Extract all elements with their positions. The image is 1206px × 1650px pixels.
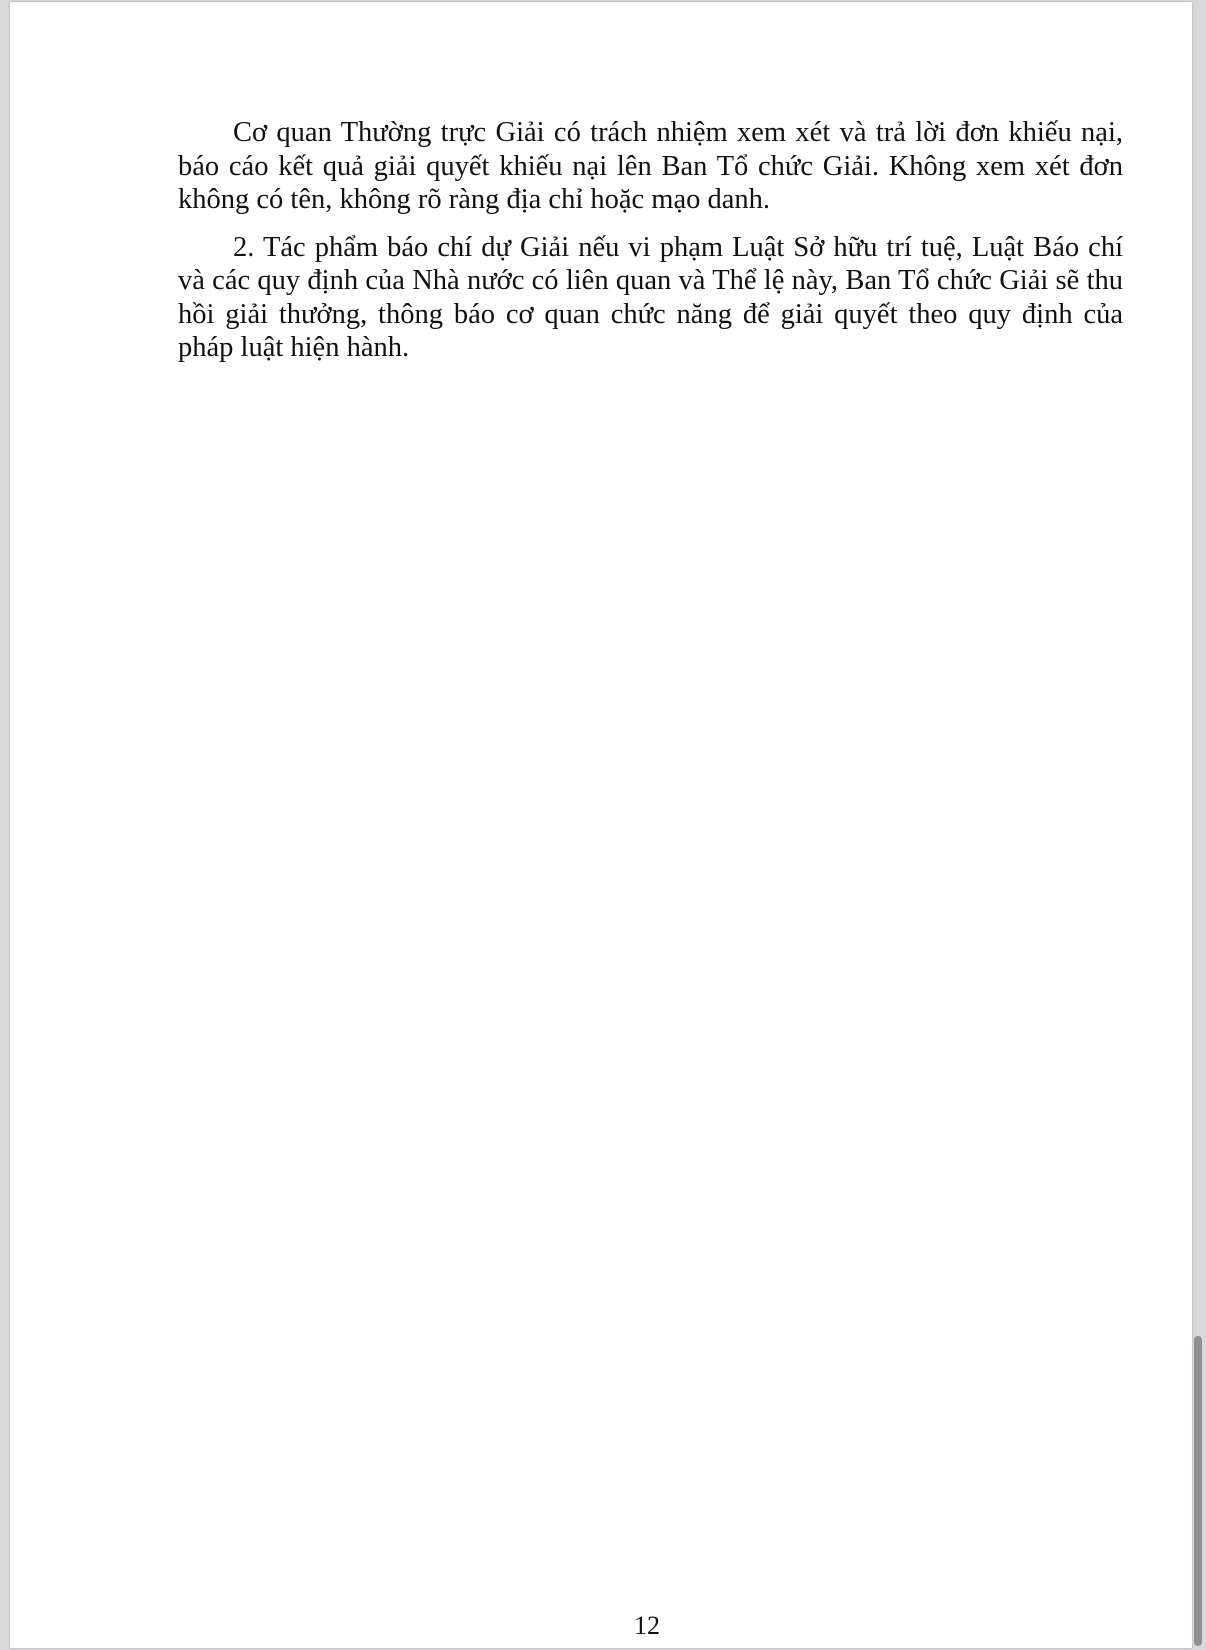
paragraph-complaint-handling: Cơ quan Thường trực Giải có trách nhiệm xem xét và trả lời đơn khiếu nại, báo cáo kết quả giải quyết khiếu nại lên Ban Tổ chức Giải. Không xem xét đơn không có tên, không rõ ràng địa chỉ hoặc mạo danh. <box>178 117 1123 215</box>
page-number: 12 <box>634 1611 660 1640</box>
paragraph-violation-clause: 2. Tác phẩm báo chí dự Giải nếu vi phạm Luật Sở hữu trí tuệ, Luật Báo chí và các quy định của Nhà nước có liên quan và Thể lệ này, Ban Tổ chức Giải sẽ thu hồi giải thưởng, thông báo cơ quan chức năng để giải quyết theo quy định của pháp luật hiện hành. <box>178 231 1123 363</box>
scrollbar-thumb[interactable] <box>1194 1336 1202 1646</box>
page-content <box>178 116 1123 379</box>
document-page <box>10 2 1192 1648</box>
vertical-scrollbar[interactable] <box>1192 0 1206 1650</box>
